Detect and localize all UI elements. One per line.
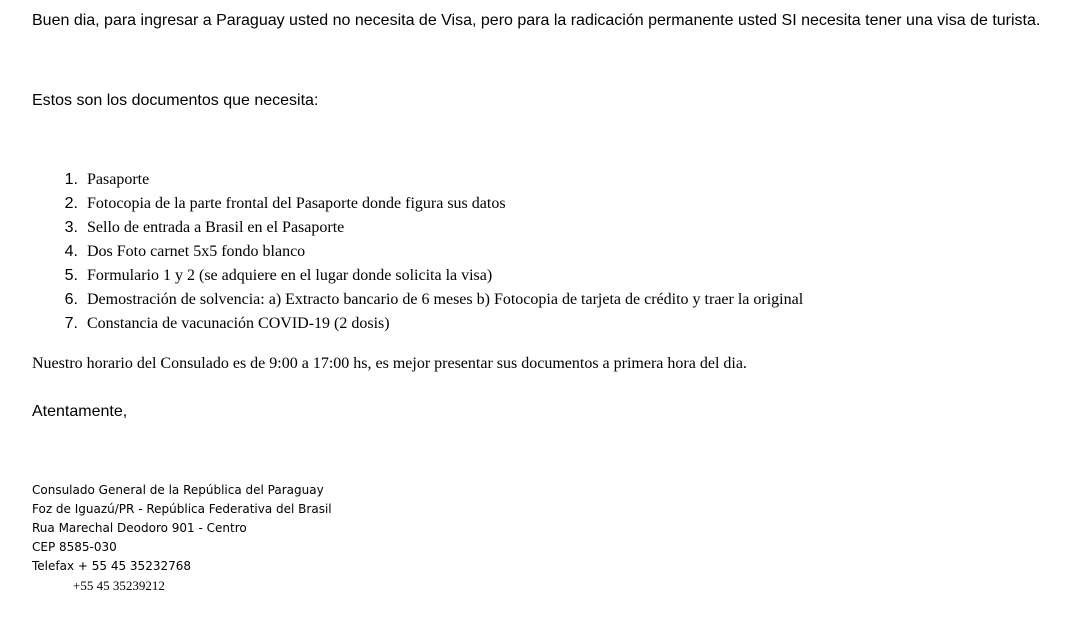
signature-org: Consulado General de la República del Paraguay: [32, 483, 324, 497]
signature-street: Rua Marechal Deodoro 901 - Centro: [32, 521, 247, 535]
documents-list: [32, 168, 803, 336]
list-item-number: 4.: [64, 243, 78, 260]
documents-intro: Estos son los documentos que necesita:: [32, 92, 319, 109]
closing-line: Atentamente,: [32, 403, 128, 420]
signature-phone: +55 45 35239212: [73, 578, 165, 593]
list-item-text: Formulario 1 y 2 (se adquiere en el lugar donde solicita la visa): [87, 267, 493, 284]
list-item-text: Demostración de solvencia: a) Extracto bancario de 6 meses b) Fotocopia de tarjeta de crédito y traer la original: [87, 291, 804, 308]
signature-block: [32, 481, 332, 595]
list-item-number: 7.: [64, 315, 78, 332]
list-item: [32, 240, 803, 264]
list-item-text: Dos Foto carnet 5x5 fondo blanco: [87, 243, 306, 260]
signature-telefax: Telefax + 55 45 35232768: [32, 559, 191, 573]
list-item-text: Sello de entrada a Brasil en el Pasaporte: [87, 219, 345, 236]
signature-city: Foz de Iguazú/PR - República Federativa del Brasil: [32, 502, 332, 516]
list-item: [32, 312, 803, 336]
list-item-number: 1.: [64, 171, 78, 188]
list-item: [32, 168, 803, 192]
list-item: [32, 192, 803, 216]
intro-paragraph: Buen dia, para ingresar a Paraguay usted no necesita de Visa, pero para la radicación permanente usted SI necesita tener una visa de turista.: [32, 12, 1041, 29]
list-item: [32, 216, 803, 240]
signature-cep: CEP 8585-030: [32, 540, 117, 554]
list-item-text: Fotocopia de la parte frontal del Pasaporte donde figura sus datos: [87, 195, 506, 212]
list-item-number: 3.: [64, 219, 78, 236]
list-item: [32, 264, 803, 288]
list-item-number: 6.: [64, 291, 78, 308]
hours-paragraph: Nuestro horario del Consulado es de 9:00 a 17:00 hs, es mejor presentar sus documentos a primera hora del dia.: [32, 355, 747, 372]
list-item: [32, 288, 803, 312]
list-item-text: Pasaporte: [87, 171, 150, 188]
list-item-number: 2.: [64, 195, 78, 212]
list-item-text: Constancia de vacunación COVID-19 (2 dosis): [87, 315, 390, 332]
list-item-number: 5.: [64, 267, 78, 284]
